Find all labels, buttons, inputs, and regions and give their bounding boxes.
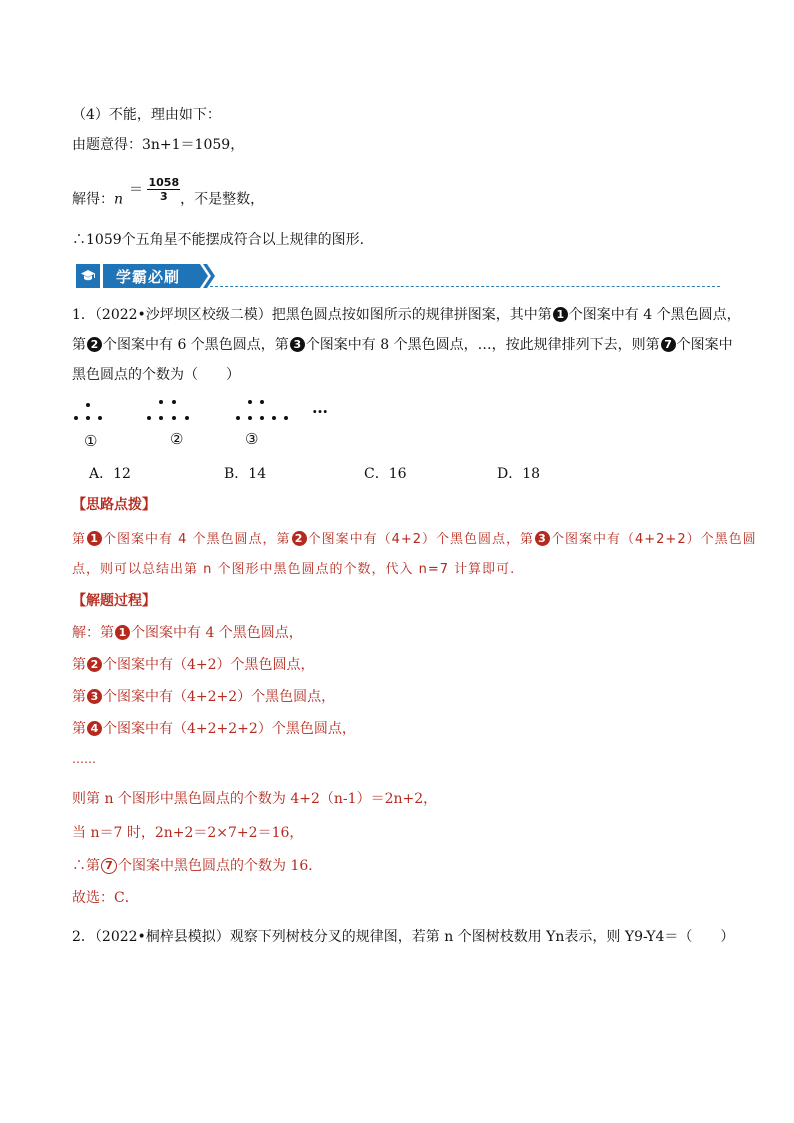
- hint-line1-b: 个图案中有 4 个黑色圆点，第: [103, 532, 291, 547]
- dot: [284, 416, 288, 420]
- q1-line1: [72, 304, 741, 324]
- solution-line4-a: 第: [72, 721, 86, 737]
- circled-number-1: 1: [553, 307, 568, 322]
- solution-line1-b: 个图案中有 4 个黑色圆点，: [131, 625, 303, 641]
- dot: [260, 416, 264, 420]
- circled-number-3: 3: [535, 531, 550, 546]
- circled-number-3: 3: [290, 337, 305, 352]
- hint-line1: [72, 528, 757, 547]
- circled-number-1: 1: [87, 531, 102, 546]
- q2-line1: 2．（2022•桐梓县模拟）观察下列树枝分叉的规律图，若第 n 个图树枝数用 Yn表示，则 Y9-Y4＝（ ）: [72, 929, 735, 945]
- solution-line3-b: 个图案中有（4+2+2）个黑色圆点，: [103, 689, 336, 705]
- figure-label-1: ①: [84, 432, 98, 450]
- solution-line8-a: ∴第: [72, 858, 100, 874]
- solution-line8-b: 个图案中黑色圆点的个数为 16．: [118, 858, 323, 874]
- solution-line2-b: 个图案中有（4+2）个黑色圆点，: [103, 657, 315, 673]
- solution-line3: [72, 686, 335, 706]
- dot: [147, 416, 151, 420]
- part4-var-n: n: [114, 191, 124, 208]
- figure-label-3: ③: [245, 430, 259, 448]
- figure-ellipsis: …: [312, 398, 328, 417]
- circled-number-3: 3: [87, 689, 102, 704]
- dot: [86, 416, 90, 420]
- q1-line3: 黑色圆点的个数为（ ）: [72, 367, 240, 383]
- part4-line3: [72, 176, 264, 209]
- dot: [159, 400, 163, 404]
- dot: [248, 400, 252, 404]
- q1-line2-b: 个图案中有 6 个黑色圆点，第: [103, 337, 289, 353]
- dot: [86, 403, 90, 407]
- solution-line4-b: 个图案中有（4+2+2+2）个黑色圆点，: [103, 721, 356, 737]
- hint-line1-d: 个图案中有（4+2+2）个黑色圆: [551, 532, 757, 547]
- circled-number-4: 4: [87, 721, 102, 736]
- fraction-1058-over-3: [147, 176, 180, 203]
- circled-number-2: 2: [87, 337, 102, 352]
- hint-line1-a: 第: [72, 532, 87, 547]
- solution-title: 【解题过程】: [72, 593, 156, 609]
- hint-line2: 点，则可以总结出第 n 个图形中黑色圆点的个数，代入 n=7 计算即可.: [72, 562, 516, 577]
- part4-line3-pre: 解得：: [72, 191, 114, 208]
- circled-number-7: 7: [661, 337, 676, 352]
- solution-line7: 当 n＝7 时，2n+2＝2×7+2＝16，: [72, 825, 304, 841]
- dot: [236, 416, 240, 420]
- q1-line2-d: 个图案中: [676, 337, 733, 353]
- banner-dashed-line: [210, 286, 720, 287]
- circled-number-1: 1: [115, 625, 130, 640]
- dot: [172, 400, 176, 404]
- dot: [248, 416, 252, 420]
- option-c: C．16: [364, 466, 407, 482]
- dot: [98, 416, 102, 420]
- circled-number-2: 2: [87, 657, 102, 672]
- solution-line2: [72, 654, 315, 674]
- solution-line1: [72, 622, 303, 642]
- part4-line1: （4）不能，理由如下：: [72, 107, 221, 123]
- banner-title: 学霸必刷: [116, 268, 181, 286]
- q1-line2-a: 第: [72, 337, 86, 353]
- part4-line4: ∴1059个五角星不能摆成符合以上规律的图形.: [72, 232, 365, 248]
- option-b: B．14: [224, 466, 267, 482]
- part4-eq: ＝: [129, 181, 144, 198]
- hint-line1-c: 个图案中有（4+2）个黑色圆点，第: [307, 532, 534, 547]
- q1-line2-c: 个图案中有 8 个黑色圆点，…，按此规律排列下去，则第: [305, 337, 660, 353]
- figure-label-2: ②: [170, 430, 184, 448]
- dot: [172, 416, 176, 420]
- graduation-cap-icon: [80, 269, 96, 283]
- solution-line5: ……: [72, 752, 96, 766]
- section-banner: [76, 264, 208, 286]
- hint-title: 【思路点拨】: [72, 497, 156, 513]
- fraction-denominator: 3: [159, 190, 168, 203]
- part4-line2: 由题意得：3n+1＝1059，: [72, 137, 245, 153]
- solution-line6: 则第 n 个图形中黑色圆点的个数为 4+2（n-1）＝2n+2，: [72, 791, 438, 807]
- solution-line9: 故选：C．: [72, 890, 139, 906]
- solution-line4: [72, 718, 356, 738]
- dot: [260, 400, 264, 404]
- solution-line2-a: 第: [72, 657, 86, 673]
- q1-line2: [72, 334, 733, 354]
- dot: [185, 416, 189, 420]
- dot: [159, 416, 163, 420]
- option-d: D．18: [497, 466, 541, 482]
- q1-line1-b: 个图案中有 4 个黑色圆点，: [568, 307, 741, 323]
- solution-line3-a: 第: [72, 689, 86, 705]
- dot: [272, 416, 276, 420]
- solution-line8: [72, 855, 322, 875]
- circled-number-2: 2: [292, 531, 307, 546]
- part4-line3-post: ，不是整数，: [180, 191, 265, 208]
- fraction-numerator: 1058: [148, 176, 180, 189]
- circled-number-7: 7: [101, 858, 117, 874]
- option-a: A．12: [89, 466, 131, 482]
- q1-line1-a: 1．（2022•沙坪坝区校级二模）把黑色圆点按如图所示的规律拼图案，其中第: [72, 307, 552, 323]
- dot: [74, 416, 78, 420]
- solution-line1-a: 解：第: [72, 625, 114, 641]
